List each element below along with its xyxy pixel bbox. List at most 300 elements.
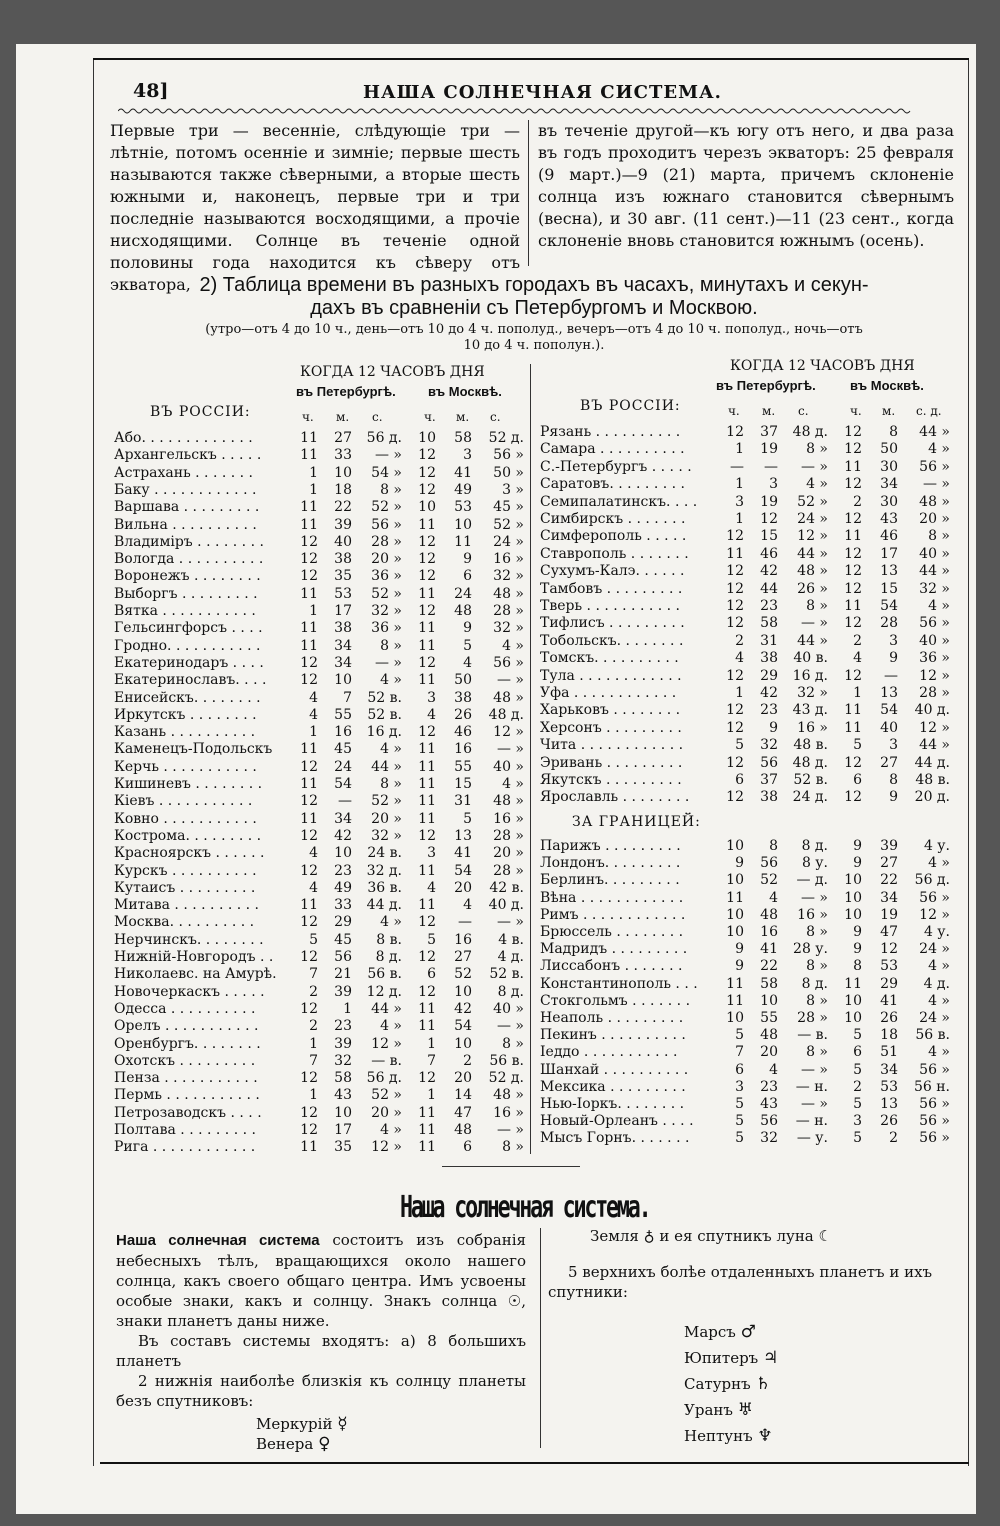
table-row: [540, 476, 952, 493]
time-cell: 28 »: [493, 827, 524, 844]
time-cell: 4 д.: [497, 949, 524, 965]
time-cell: 9: [853, 838, 862, 854]
time-cell: 56 д.: [914, 872, 950, 889]
page-header: [93, 80, 967, 104]
time-cell: 37: [760, 424, 778, 440]
time-cell: 20 »: [371, 810, 402, 827]
time-cell: 56 »: [919, 1113, 950, 1130]
city-name: Сухумъ-Калэ. . . . . .: [540, 563, 685, 580]
time-cell: 31: [760, 632, 778, 649]
time-cell: 38: [760, 650, 778, 667]
time-cell: 16 »: [493, 1104, 524, 1121]
neptune-symbol-icon: ♆: [757, 1426, 773, 1446]
table-row: [114, 1001, 526, 1018]
time-cell: 48 д.: [792, 424, 828, 440]
time-cell: 43: [880, 511, 898, 527]
table-row: [114, 499, 526, 516]
time-cell: 22: [760, 958, 778, 975]
city-name: Курскъ . . . . . . . . . .: [114, 862, 257, 879]
time-cell: 54: [880, 598, 898, 614]
time-cell: 4 »: [928, 598, 950, 614]
time-cell: 44 »: [797, 632, 828, 649]
time-cell: 12: [418, 827, 436, 844]
table-row: [114, 672, 526, 689]
city-name: Симбирскъ . . . . . . .: [540, 511, 686, 527]
table-row: [540, 1113, 952, 1130]
table-row: [540, 789, 952, 806]
time-cell: 11: [300, 516, 318, 533]
time-cell: 4: [769, 1061, 778, 1078]
table-row: [114, 655, 526, 672]
time-cell: 52 »: [371, 793, 402, 810]
time-cell: 11: [418, 810, 436, 827]
time-cell: 50: [880, 441, 898, 458]
time-cell: 26: [880, 1010, 898, 1026]
time-cell: 15: [880, 580, 898, 597]
time-cell: 11: [454, 533, 472, 550]
table-row: [540, 494, 952, 511]
time-cell: 12: [844, 563, 862, 580]
left-spb-header: въ Петербургѣ.: [296, 384, 396, 399]
time-cell: 8 »: [806, 598, 828, 614]
time-cell: 12: [844, 441, 862, 458]
time-cell: — »: [496, 672, 524, 689]
city-name: Симферополь . . . . .: [540, 528, 687, 545]
time-cell: 5: [463, 810, 472, 827]
frame-top-rule: [93, 58, 969, 60]
city-name: Тамбовъ . . . . . . . . .: [540, 580, 683, 597]
table-row: [114, 430, 526, 447]
time-cell: 9: [463, 620, 472, 637]
planet-mercury: [256, 1414, 348, 1434]
time-cell: 56 »: [919, 889, 950, 906]
time-cell: 20 »: [371, 551, 402, 568]
time-cell: 10: [844, 906, 862, 923]
city-name: Вологда . . . . . . . . . .: [114, 551, 264, 568]
time-cell: 20 »: [919, 511, 950, 527]
time-cell: 12: [726, 789, 744, 806]
time-cell: 12: [300, 827, 318, 844]
time-cell: 32: [760, 1130, 778, 1147]
city-name: Оренбургъ. . . . . . . .: [114, 1035, 261, 1052]
right-spb-header: въ Петербургѣ.: [716, 378, 816, 393]
table-row: [114, 517, 526, 534]
uranus-symbol-icon: ♅: [737, 1400, 753, 1420]
time-cell: 16: [454, 931, 472, 948]
table-row: [114, 724, 526, 741]
time-cell: 24 »: [919, 941, 950, 958]
time-cell: — в.: [371, 1052, 402, 1069]
time-cell: —: [764, 458, 778, 475]
time-cell: 11: [418, 897, 436, 914]
unit-label: ч.: [424, 410, 436, 424]
time-cell: 2: [309, 1018, 318, 1035]
time-cell: 22: [334, 499, 352, 516]
time-cell: — »: [800, 615, 828, 632]
time-cell: 35: [334, 1139, 352, 1156]
time-cell: 2: [853, 632, 862, 649]
time-cell: 8 у.: [801, 855, 828, 872]
table-section-title: [108, 274, 960, 320]
time-cell: 32 »: [797, 685, 828, 701]
table-row: [540, 907, 952, 924]
time-cell: 10: [334, 464, 352, 481]
time-cell: 51: [880, 1044, 898, 1061]
time-cell: 32: [334, 1052, 352, 1069]
table-row: [540, 993, 952, 1010]
time-cell: 9: [853, 855, 862, 872]
time-cell: 9: [889, 789, 898, 806]
solar-system-title: Наша солнечная система.: [400, 1190, 650, 1225]
time-cell: 7: [427, 1052, 436, 1069]
time-cell: 11: [300, 897, 318, 914]
time-cell: 50 »: [493, 464, 524, 481]
time-cell: 52 в.: [489, 966, 524, 983]
time-cell: 28 »: [919, 685, 950, 701]
time-cell: 11: [418, 862, 436, 879]
time-cell: 28 »: [493, 862, 524, 879]
time-cell: 10: [334, 845, 352, 862]
time-cell: 11: [844, 528, 862, 545]
time-cell: 58: [760, 615, 778, 632]
intro-right-text: въ теченiе другой—къ югу отъ него, и два раза въ годъ проходитъ черезъ экваторъ: 25 февраля (9 март.)—9 (21) марта, причемъ склоненiе солнца изъ южнаго становится сѣвернымъ (весна), и 30 авг. (11 сент.)—11 (23 сент., когда склоненiе вновь становится южнымъ (осень).: [538, 121, 954, 250]
time-cell: 4: [309, 689, 318, 706]
table-row: [540, 976, 952, 993]
time-cell: 11: [418, 776, 436, 792]
time-cell: 1: [309, 1035, 318, 1052]
time-cell: 11: [844, 458, 862, 475]
city-name: Ставрополь . . . . . . .: [540, 545, 689, 562]
time-cell: 20: [454, 1070, 472, 1087]
time-cell: 4 у.: [923, 924, 950, 940]
city-name: Новый-Орлеанъ . . . .: [540, 1113, 694, 1130]
time-cell: 44 »: [797, 545, 828, 562]
time-cell: 9: [889, 650, 898, 667]
time-cell: 8 »: [380, 637, 402, 654]
time-cell: —: [338, 793, 352, 810]
table-divider: [530, 364, 531, 1154]
time-cell: 9: [735, 941, 744, 958]
table-row: [114, 534, 526, 551]
time-cell: 15: [760, 528, 778, 545]
time-cell: 56: [760, 754, 778, 771]
time-cell: 52 »: [371, 585, 402, 602]
table-row: [114, 949, 526, 966]
city-name: Кiевъ . . . . . . . . . . .: [114, 793, 253, 810]
city-name: Саратовъ. . . . . . . . .: [540, 476, 685, 493]
time-cell: 34: [334, 810, 352, 827]
time-cell: 10: [418, 499, 436, 516]
table-row: [114, 620, 526, 637]
time-cell: 16: [760, 924, 778, 940]
venus-symbol-icon: ♀: [318, 1434, 331, 1454]
time-cell: 8 »: [502, 1139, 524, 1156]
time-cell: — »: [496, 741, 524, 758]
time-cell: 54: [454, 1018, 472, 1035]
city-name: С.-Петербургъ . . . . .: [540, 458, 692, 475]
unit-label: ч.: [302, 410, 314, 424]
table-row: [114, 707, 526, 724]
time-cell: 56 д.: [366, 1070, 402, 1087]
time-cell: — н.: [795, 1113, 828, 1130]
time-cell: —: [730, 458, 744, 475]
time-cell: — н.: [795, 1078, 828, 1095]
time-cell: 41: [454, 464, 472, 481]
time-cell: 1: [343, 1000, 352, 1017]
unit-label: с.: [372, 410, 383, 424]
time-cell: 7: [309, 966, 318, 983]
city-name: Одесса . . . . . . . . . .: [114, 1000, 256, 1017]
time-cell: 19: [760, 493, 778, 510]
city-name: Вѣна . . . . . . . . . . . .: [540, 889, 684, 906]
planet-venus: [256, 1434, 331, 1454]
time-cell: 28 »: [493, 603, 524, 619]
time-cell: 12: [300, 568, 318, 585]
time-cell: 4 »: [502, 776, 524, 792]
table-row: [114, 1105, 526, 1122]
time-cell: 35: [334, 568, 352, 585]
time-cell: 12: [300, 914, 318, 931]
city-name: Брюссель . . . . . . . .: [540, 924, 684, 940]
city-name: Вятка . . . . . . . . . . .: [114, 603, 256, 619]
table-row: [114, 811, 526, 828]
time-cell: 29: [880, 975, 898, 992]
time-cell: 27: [880, 754, 898, 771]
time-cell: 16 »: [493, 810, 524, 827]
time-cell: 4: [309, 706, 318, 723]
table-row: [114, 776, 526, 793]
right-msk-header: въ Москвѣ.: [850, 378, 924, 393]
time-cell: 2: [889, 1130, 898, 1147]
table-row: [540, 528, 952, 545]
time-cell: 54: [334, 776, 352, 792]
time-cell: 6: [427, 966, 436, 983]
abroad-label: ЗА ГРАНИЦЕЙ:: [572, 814, 701, 830]
time-cell: 53: [880, 958, 898, 975]
time-cell: 11: [418, 758, 436, 775]
time-cell: 26: [880, 1113, 898, 1130]
time-cell: 8 д.: [801, 838, 828, 854]
time-cell: 5: [309, 931, 318, 948]
time-cell: 17: [880, 545, 898, 562]
time-cell: 11: [418, 1104, 436, 1121]
city-name: Варшава . . . . . . . . .: [114, 499, 260, 516]
time-cell: 5: [853, 737, 862, 754]
table-row: [540, 650, 952, 667]
city-name: Гродно. . . . . . . . . . .: [114, 637, 261, 654]
time-cell: — »: [496, 1018, 524, 1035]
time-cell: 9: [853, 941, 862, 958]
table-row: [540, 838, 952, 855]
solar-paragraph-1: [116, 1230, 526, 1331]
time-cell: 52: [760, 872, 778, 889]
time-cell: 56 д.: [366, 430, 402, 446]
time-cell: 30: [880, 493, 898, 510]
time-cell: 10: [844, 992, 862, 1009]
table-row: [540, 563, 952, 580]
solar-divider: [540, 1228, 541, 1448]
city-name: Мексика . . . . . . . . .: [540, 1078, 686, 1095]
time-cell: 9: [735, 855, 744, 872]
time-cell: 40 »: [493, 758, 524, 775]
time-cell: 11: [418, 620, 436, 637]
outer-planets-intro: 5 верхнихъ болѣе отдаленныхъ планетъ и ихъ спутники:: [548, 1263, 933, 1301]
earth-line: Земля ♁ и ея спутникъ луна ☾: [590, 1227, 832, 1245]
time-cell: 12: [726, 563, 744, 580]
time-cell: 12: [300, 654, 318, 671]
time-cell: 11: [418, 1139, 436, 1156]
time-cell: 44 »: [919, 424, 950, 440]
time-cell: 11: [300, 776, 318, 792]
city-name: Екатеринославъ. . . .: [114, 672, 267, 689]
time-cell: 3: [853, 1113, 862, 1130]
time-cell: 1: [735, 476, 744, 493]
time-cell: 4 у.: [923, 838, 950, 854]
time-cell: — »: [374, 447, 402, 464]
saturn-symbol-icon: ♄: [755, 1374, 771, 1394]
time-cell: 42 в.: [489, 879, 524, 896]
table-row: [540, 459, 952, 476]
planet-name: Венера: [256, 1435, 314, 1453]
city-name: Енисейскъ. . . . . . . .: [114, 689, 261, 706]
time-cell: 5: [735, 737, 744, 754]
city-name: Лиссабонъ . . . . . . .: [540, 958, 683, 975]
planet-name: Марсъ: [684, 1323, 736, 1341]
table-row: [114, 1087, 526, 1104]
table-row: [114, 759, 526, 776]
table-row: [114, 586, 526, 603]
intro-divider: [528, 120, 529, 266]
time-cell: 1: [735, 685, 744, 701]
time-cell: 56: [334, 949, 352, 965]
city-name: Мысъ Горнъ. . . . . . .: [540, 1130, 690, 1147]
time-cell: 12 »: [371, 1139, 402, 1156]
frame-bottom-rule: [100, 1462, 969, 1464]
time-cell: 23: [334, 1018, 352, 1035]
city-name: Архангельскъ . . . . .: [114, 447, 262, 464]
time-cell: 36 »: [371, 568, 402, 585]
solar-paragraph-3: 2 нижнiя наиболѣе близкiя къ солнцу планеты безъ спутниковъ:: [116, 1372, 526, 1410]
table-row: [114, 793, 526, 810]
time-cell: 27: [334, 430, 352, 446]
time-cell: 34: [880, 889, 898, 906]
time-cell: 8: [889, 424, 898, 440]
time-cell: 13: [880, 1096, 898, 1112]
time-cell: 2: [853, 1078, 862, 1095]
section-rule: [442, 1166, 580, 1167]
time-cell: 4: [463, 654, 472, 671]
time-cell: 46: [760, 545, 778, 562]
time-cell: 12: [418, 1070, 436, 1087]
time-cell: 11: [844, 702, 862, 719]
time-cell: 12: [844, 476, 862, 493]
time-cell: 12: [300, 533, 318, 550]
time-cell: 12: [844, 754, 862, 771]
city-name: Москва. . . . . . . . . .: [114, 914, 255, 931]
city-name: Астрахань . . . . . . .: [114, 464, 253, 481]
city-name: Выборгъ . . . . . . . . .: [114, 585, 258, 602]
time-cell: 4 »: [380, 1122, 402, 1138]
table-row: [540, 872, 952, 889]
city-name: Константинополь . . .: [540, 975, 698, 992]
time-cell: 44 д.: [914, 754, 950, 771]
table-row: [540, 855, 952, 872]
city-name: Охотскъ . . . . . . . . .: [114, 1052, 256, 1069]
table-row: [540, 511, 952, 528]
time-cell: 7: [343, 689, 352, 706]
time-cell: 12: [844, 545, 862, 562]
time-cell: 12: [760, 511, 778, 527]
time-cell: 11: [418, 637, 436, 654]
time-cell: 55: [760, 1010, 778, 1026]
time-cell: 24: [334, 758, 352, 775]
time-cell: 11: [418, 1122, 436, 1138]
time-cell: 9: [853, 924, 862, 940]
planet-uranus: [684, 1400, 753, 1420]
time-cell: 12: [726, 580, 744, 597]
time-cell: 36 »: [919, 650, 950, 667]
time-cell: 40: [880, 719, 898, 736]
city-name: Рига . . . . . . . . . . . .: [114, 1139, 256, 1156]
city-name: Воронежъ . . . . . . . .: [114, 568, 261, 585]
time-cell: 4 »: [380, 741, 402, 758]
time-cell: —: [458, 914, 472, 931]
table-row: [540, 941, 952, 958]
time-cell: 11: [418, 585, 436, 602]
time-cell: 10: [454, 516, 472, 533]
time-cell: 12: [880, 941, 898, 958]
time-cell: 10: [454, 1035, 472, 1052]
time-cell: 40 »: [493, 1000, 524, 1017]
time-cell: 4: [309, 845, 318, 862]
time-cell: — у.: [796, 1130, 828, 1147]
table-row: [540, 1062, 952, 1079]
planet-saturn: [684, 1374, 771, 1394]
time-cell: 12: [418, 949, 436, 965]
time-cell: 10: [334, 672, 352, 689]
time-cell: 11: [418, 793, 436, 810]
time-cell: 11: [300, 810, 318, 827]
right-when-header: КОГДА 12 ЧАСОВЪ ДНЯ: [730, 358, 915, 374]
time-cell: 8: [889, 772, 898, 788]
time-cell: 10: [844, 1010, 862, 1026]
time-cell: 52 »: [371, 1087, 402, 1104]
time-cell: 4 в.: [498, 931, 524, 948]
time-cell: —: [884, 667, 898, 684]
time-cell: 8 д.: [801, 975, 828, 992]
time-cell: — »: [800, 458, 828, 475]
time-cell: 38: [454, 689, 472, 706]
planet-name: Юпитеръ: [684, 1349, 759, 1367]
time-cell: 46: [454, 724, 472, 741]
time-cell: 1: [309, 1087, 318, 1104]
time-cell: — »: [922, 476, 950, 493]
time-cell: 10: [418, 430, 436, 446]
time-cell: 11: [300, 585, 318, 602]
city-name: Пекинъ . . . . . . . . . .: [540, 1027, 686, 1044]
time-cell: 4 »: [928, 855, 950, 872]
time-cell: 48 в.: [915, 772, 950, 788]
time-cell: 48: [454, 1122, 472, 1138]
time-cell: 1: [309, 724, 318, 741]
time-cell: 12 »: [919, 719, 950, 736]
time-cell: 12: [300, 672, 318, 689]
time-cell: 20 д.: [914, 789, 950, 806]
time-cell: 49: [334, 879, 352, 896]
time-cell: 8: [769, 838, 778, 854]
time-cell: 48 »: [493, 689, 524, 706]
table-row: [114, 741, 526, 758]
